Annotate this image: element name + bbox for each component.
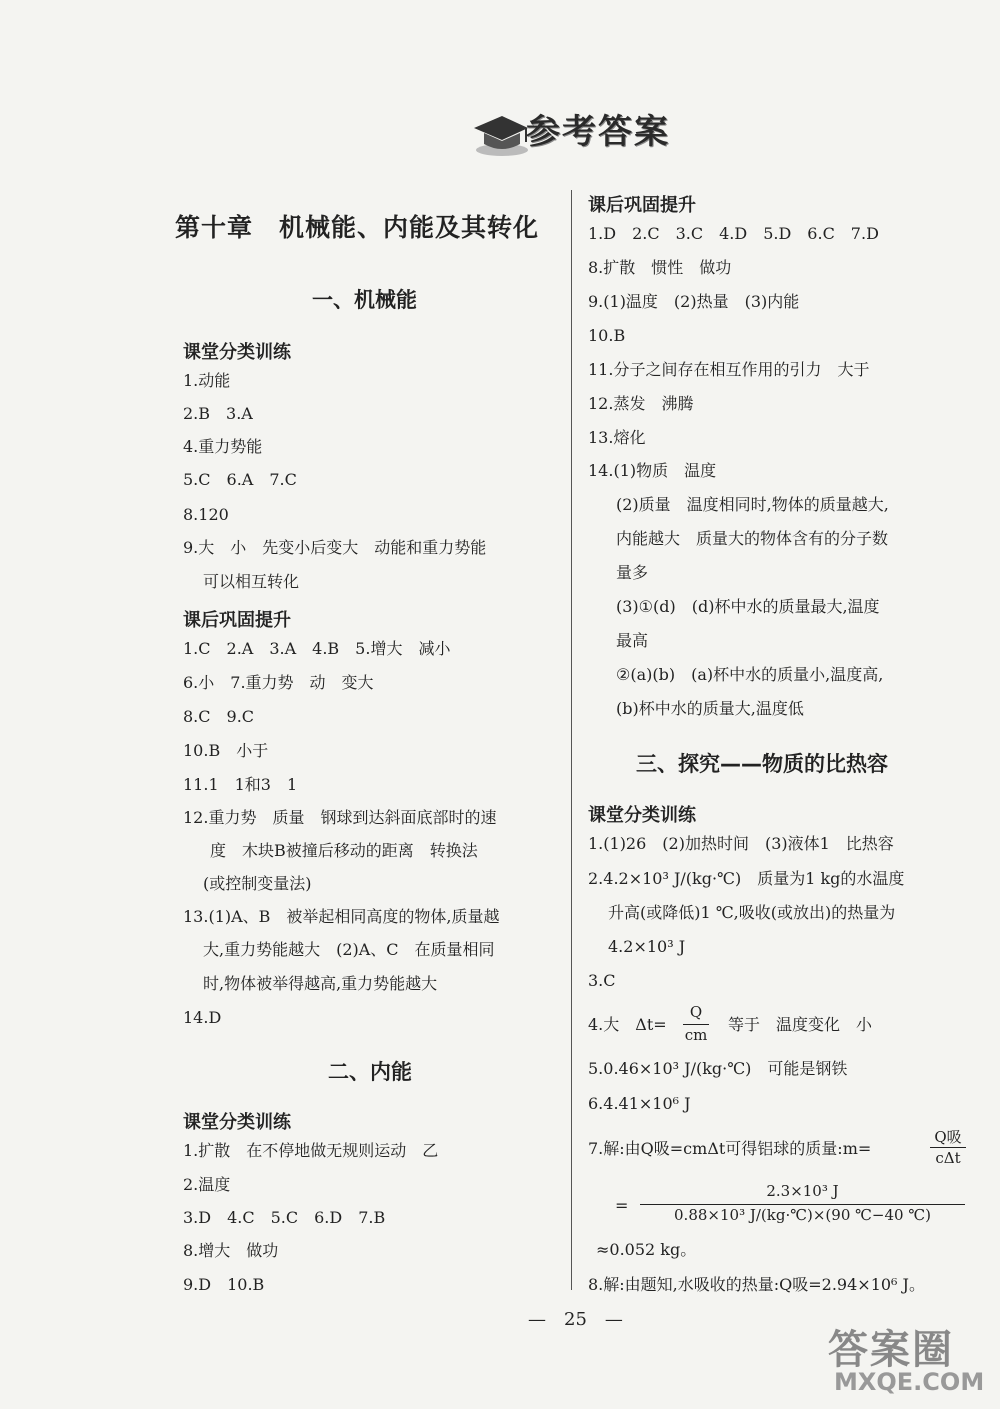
answer-line: 6.4.41×10⁶ J — [588, 1094, 691, 1113]
answer-line: 9.(1)温度 (2)热量 (3)内能 — [588, 292, 800, 311]
answer-line: 5.0.46×10³ J/(kg·℃) 可能是钢铁 — [588, 1059, 848, 1078]
answer-line: 1.动能 — [183, 371, 231, 390]
section-title: 一、机械能 — [312, 288, 417, 312]
section-title: 三、探究——物质的比热容 — [636, 752, 888, 776]
answer-line: 3.D 4.C 5.C 6.D 7.B — [183, 1208, 386, 1227]
answer-line: 量多 — [616, 563, 649, 582]
watermark-url: MXQE.COM — [834, 1368, 985, 1396]
answer-line: 时,物体被举得越高,重力势能越大 — [203, 974, 438, 993]
page-title: 参考答案 — [526, 112, 670, 152]
answer-line: 11.分子之间存在相互作用的引力 大于 — [588, 360, 870, 379]
answer-line: 可以相互转化 — [203, 572, 300, 591]
answer-line: 12.蒸发 沸腾 — [588, 394, 694, 413]
watermark-text: 答案圈 — [828, 1327, 954, 1373]
answer-line: 4.2×10³ J — [608, 937, 686, 956]
answer-line: 10.B — [588, 326, 626, 345]
subsection-title: 课后巩固提升 — [588, 195, 696, 216]
answer-line: 14.D — [183, 1008, 222, 1027]
answer-line: ②(a)(b) (a)杯中水的质量小,温度高, — [616, 665, 884, 684]
fraction-bar — [640, 1204, 965, 1205]
answer-line: 度 木块B被撞后移动的距离 转换法 — [210, 841, 478, 860]
formula-numerator: 2.3×10³ J — [766, 1182, 839, 1200]
graduation-cap-icon — [468, 110, 530, 158]
subsection-title: 课堂分类训练 — [183, 1112, 291, 1133]
answer-line: 最高 — [616, 631, 649, 650]
answer-line: 12.重力势 质量 钢球到达斜面底部时的速 — [183, 808, 497, 827]
answer-line: 大,重力势能越大 (2)A、C 在质量相同 — [203, 940, 495, 959]
answer-line: 10.B 小于 — [183, 741, 269, 760]
formula-denominator: 0.88×10³ J/(kg·℃)×(90 ℃−40 ℃) — [674, 1206, 931, 1224]
answer-line: 2.B 3.A — [183, 404, 253, 423]
formula-numerator: Q吸 — [934, 1128, 962, 1146]
page-header — [468, 100, 708, 160]
answer-line: 7.解:由Q吸=cmΔt可得铝球的质量:m= — [588, 1139, 872, 1158]
answer-line: 3.C — [588, 971, 616, 990]
answer-line: 1.扩散 在不停地做无规则运动 乙 — [183, 1141, 439, 1160]
answer-line: 8.C 9.C — [183, 707, 255, 726]
answer-line: (2)质量 温度相同时,物体的质量越大, — [616, 495, 889, 514]
answer-line: 升高(或降低)1 ℃,吸收(或放出)的热量为 — [608, 903, 896, 922]
section-title: 二、内能 — [328, 1060, 412, 1084]
answer-line: 8.解:由题知,水吸收的热量:Q吸=2.94×10⁶ J。 — [588, 1275, 925, 1294]
answer-line: 等于 温度变化 小 — [728, 1015, 873, 1034]
answer-line: 14.(1)物质 温度 — [588, 461, 717, 480]
answer-line: (b)杯中水的质量大,温度低 — [616, 699, 804, 718]
answer-line: 1.C 2.A 3.A 4.B 5.增大 减小 — [183, 639, 451, 658]
answer-line: ≈0.052 kg。 — [596, 1240, 697, 1259]
answer-line: 4.重力势能 — [183, 437, 263, 456]
answer-line: 9.D 10.B — [183, 1275, 265, 1294]
answer-line: 6.小 7.重力势 动 变大 — [183, 673, 374, 692]
equals-sign: = — [615, 1196, 629, 1215]
answer-line: 5.C 6.A 7.C — [183, 470, 297, 489]
formula-numerator: Q — [689, 1003, 703, 1021]
answer-line: 4.大 Δt= — [588, 1015, 667, 1034]
subsection-title: 课后巩固提升 — [183, 610, 291, 631]
answer-line: 8.扩散 惯性 做功 — [588, 258, 732, 277]
answer-line: 13.(1)A、B 被举起相同高度的物体,质量越 — [183, 907, 500, 926]
subsection-title: 课堂分类训练 — [183, 342, 291, 363]
answer-line: 1.D 2.C 3.C 4.D 5.D 6.C 7.D — [588, 224, 879, 243]
fraction-bar — [683, 1024, 709, 1025]
formula-denominator: cm — [684, 1026, 708, 1044]
answer-line: 1.(1)26 (2)加热时间 (3)液体1 比热容 — [588, 834, 894, 853]
watermark-logo — [828, 1318, 993, 1403]
answer-line: 13.熔化 — [588, 428, 646, 447]
answer-line: 2.4.2×10³ J/(kg·℃) 质量为1 kg的水温度 — [588, 869, 905, 888]
answer-line: (3)①(d) (d)杯中水的质量最大,温度 — [616, 597, 880, 616]
answer-line: 8.120 — [183, 505, 229, 524]
answer-line: 11.1 1和3 1 — [183, 775, 298, 794]
column-divider — [571, 190, 572, 1290]
answer-line: 2.温度 — [183, 1175, 231, 1194]
chapter-title: 第十章 机械能、内能及其转化 — [175, 213, 540, 242]
answer-line: 8.增大 做功 — [183, 1241, 279, 1260]
page-number: — 25 — — [528, 1309, 623, 1330]
formula-denominator: cΔt — [935, 1149, 961, 1167]
answer-line: 内能越大 质量大的物体含有的分子数 — [616, 529, 889, 548]
subsection-title: 课堂分类训练 — [588, 805, 696, 826]
fraction-bar — [930, 1147, 966, 1148]
answer-line: (或控制变量法) — [203, 874, 312, 893]
answer-line: 9.大 小 先变小后变大 动能和重力势能 — [183, 538, 487, 557]
